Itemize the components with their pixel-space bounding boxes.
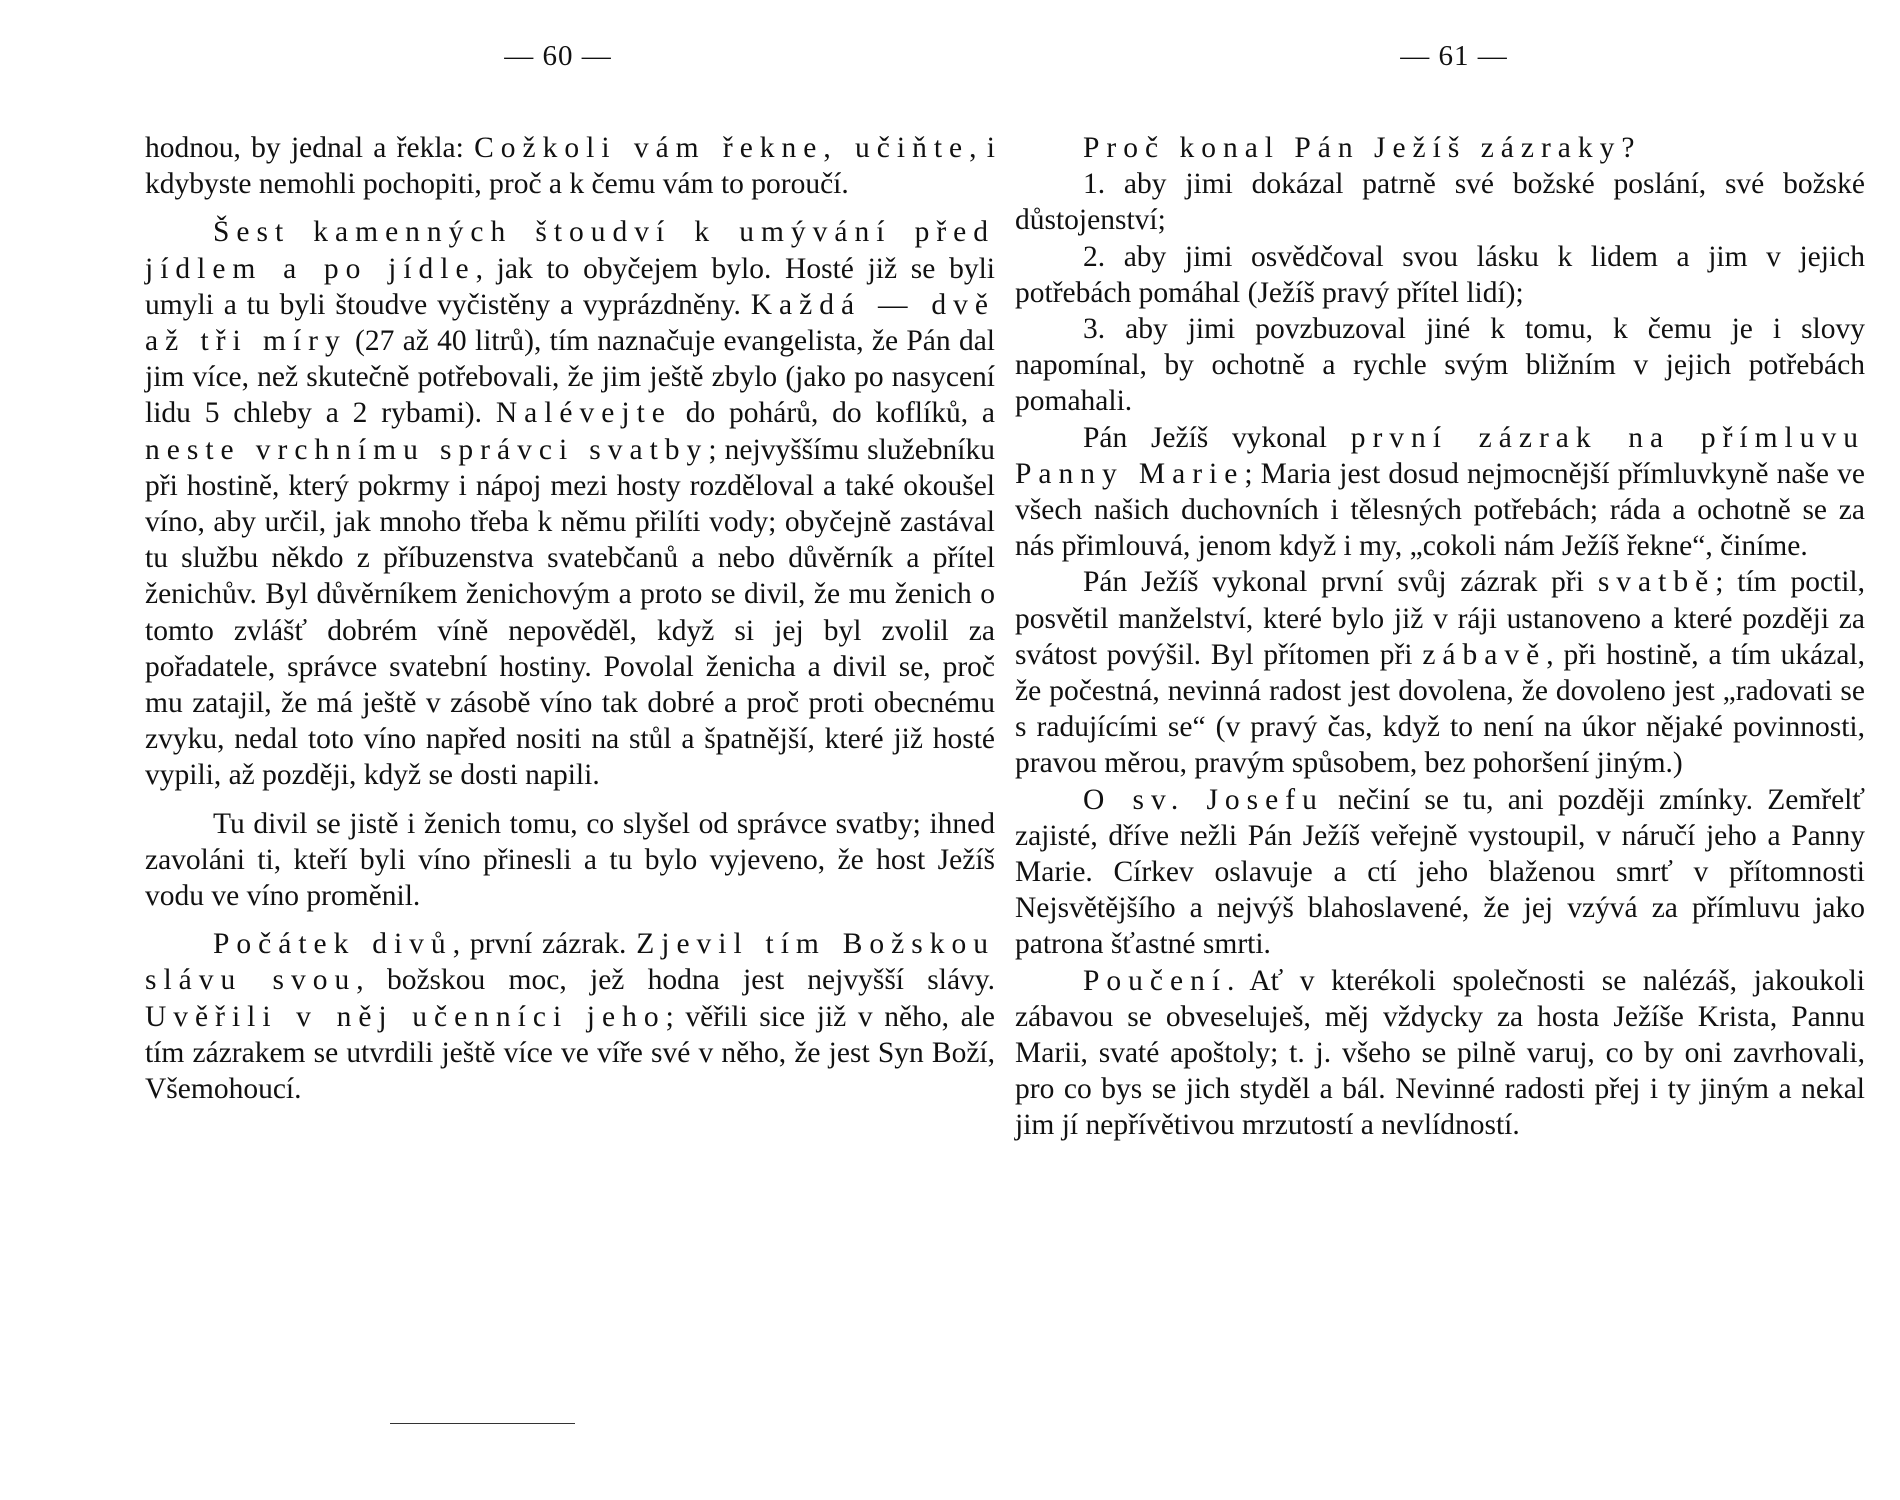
- paragraph: [1015, 420, 1865, 565]
- page-text: [1015, 130, 1865, 1144]
- paragraph: [1015, 311, 1865, 420]
- page-number: — 61 —: [1400, 40, 1508, 72]
- emphasis-text: Uvěřili v něj učenníci jeho: [145, 1000, 666, 1033]
- right-page: [1015, 0, 1865, 1500]
- emphasis-text: zábavě: [1422, 638, 1547, 671]
- text-run: ; Maria jest dosud nejmocnější přímluvkyně naše ve všech našich duchovních i tělesných potřebách; ráda a ochotně se za nás přimlouvá, jenom když i my, „cokoli nám Ježíš řekne“, činíme.: [1015, 457, 1866, 563]
- text-run: , i kdybyste nemohli pochopiti, proč a k čemu vám to poroučí.: [145, 132, 995, 201]
- text-run: 2. aby jimi osvědčoval svou lásku k lidem a jim v jejich potřebách pomáhal (Ježíš pravý přítel lidí);: [1015, 240, 1865, 309]
- end-rule: [390, 1423, 575, 1424]
- emphasis-text: Zjevil tím Božskou slávu svou: [145, 928, 995, 997]
- text-run: , božskou moc, jež hodna jest nejvyšší slávy.: [356, 964, 996, 997]
- page-number: — 60 —: [504, 40, 612, 72]
- text-run: (27 až 40 litrů), tím naznačuje evangelista, že Pán dal jim více, než skutečně potřebovali, že jim ještě zbylo (jako po nasycení lidu 5 chleby a 2 rybami).: [145, 325, 996, 430]
- text-run: 3. aby jimi povzbuzoval jiné k tomu, k čemu je i slovy napomínal, by ochotně a rychle svým bližním v jejich potřebách pomahali.: [1015, 313, 1865, 418]
- emphasis-text: Nalévejte: [495, 397, 672, 430]
- emphasis-text: Každá — dvě až tři míry: [145, 288, 995, 358]
- emphasis-text: Cožkoli vám řekne, učiňte: [474, 132, 970, 164]
- text-run: nečiní se tu, ani později zmínky. Zemřelť zajisté, dříve nežli Pán Ježíš veřejně vystoupil, v náručí jeho a Panny Marie. Církev oslavuje a ctí jeho blaženou smrť v přítomnosti Nejsvětějšího a nejvýš blahoslavené, že jej vzývá za přímluvu jako patrona šťastné smrti.: [1015, 783, 1865, 961]
- text-run: , jak to obyčejem bylo. Hosté již se byli umyli a tu byli štoudve vyčistěny a vyprázdněny.: [145, 252, 995, 321]
- paragraph: [1015, 564, 1865, 781]
- paragraph: [1015, 963, 1865, 1144]
- emphasis-text: O sv. Josefu: [1083, 783, 1324, 816]
- text-run: ; tím poctil, posvětil manželství, které bylo již v ráji ustanoveno a které později za svátost povýšil. Byl přítomen při: [1015, 566, 1865, 671]
- text-run: , první zázrak.: [452, 928, 637, 961]
- text-run: ; věřili sice již v něho, ale tím zázrakem se utvrdili ještě více ve víře své v něho, že jest Syn Boží, Všemohoucí.: [145, 1000, 995, 1106]
- text-run: Tu divil se jistě i ženich tomu, co slyšel od správce svatby; ihned zavoláni ti, kteří byli víno přinesli a tu bylo vyjeveno, že host Ježíš vodu ve víno proměnil.: [145, 807, 995, 913]
- emphasis-text: první zázrak na přímluvu Panny Marie: [1015, 421, 1865, 490]
- text-run: 1. aby jimi dokázal patrně své božské poslání, své božské důstojenství;: [1015, 168, 1865, 237]
- paragraph: [1015, 130, 1865, 166]
- text-run: do pohárů, do koflíků, a: [671, 397, 995, 430]
- text-run: ; nejvyššímu služebníku při hostině, který pokrmy i nápoj mezi hosty rozděloval a také okoušel víno, aby určil, jak mnoho třeba k němu přilíti vody; obyčejně zastával tu službu někdo z příbuzenstva svatebčanů a nebo důvěrník a přítel ženichův. Byl důvěrníkem ženichovým a proto se divil, že mu ženich o tomto zvlášť dobrém víně nepověděl, když si jej byl zvolil za pořadatele, správce svatební hostiny. Povolal ženicha a divil se, proč mu zatajil, že má ještě v zásobě víno tak dobré a proč proti obecnému zvyku, nedal toto víno napřed nositi na stůl a špatnější, které již hosté vypili, až později, když se dosti napili.: [145, 433, 995, 792]
- text-run: . Ať v kterékoli společnosti se nalézáš, jakoukoli zábavou se obveseluješ, měj vždycky za hosta Ježíše Krista, Pannu Marii, svaté apoštoly; t. j. všeho se pilně varuj, co by oni zavrhovali, pro co bys se jich styděl a bál. Nevinné radosti přej i ty jiným a nekal jim jí nepřívětivou mrzutostí a nevlídností.: [1015, 964, 1865, 1142]
- paragraph: [1015, 166, 1865, 238]
- paragraph: [1015, 782, 1865, 963]
- emphasis-text: Proč konal Pán Ježíš zázraky?: [1083, 132, 1642, 164]
- paragraph: [1015, 239, 1865, 311]
- emphasis-text: Počátek divů: [213, 928, 453, 961]
- text-run: hodnou, by jednal a řekla:: [145, 132, 475, 164]
- left-page: [145, 0, 995, 1500]
- paragraph: [145, 214, 995, 793]
- text-run: Pán Ježíš vykonal první svůj zázrak při: [1083, 566, 1598, 599]
- page-text: [145, 130, 995, 1107]
- emphasis-text: Šest kamenných štoudví k umývání před jídlem a po jídle: [145, 216, 995, 285]
- emphasis-text: svatbě: [1597, 566, 1716, 599]
- text-run: , při hostině, a tím ukázal, že počestná, nevinná radost jest dovolena, že dovoleno jest „radovati se s radujícími se“ (v pravý čas, když to není na úkor nějaké povinnosti, pravou měrou, pravým spůsobem, bez pohoršení jiným.): [1015, 638, 1865, 780]
- text-run: Pán Ježíš vykonal: [1083, 421, 1351, 454]
- emphasis-text: Poučení: [1083, 964, 1228, 997]
- paragraph: [145, 130, 995, 202]
- paragraph: [145, 806, 995, 915]
- paragraph: [145, 926, 995, 1107]
- emphasis-text: neste vrchnímu správci svatby: [145, 433, 709, 466]
